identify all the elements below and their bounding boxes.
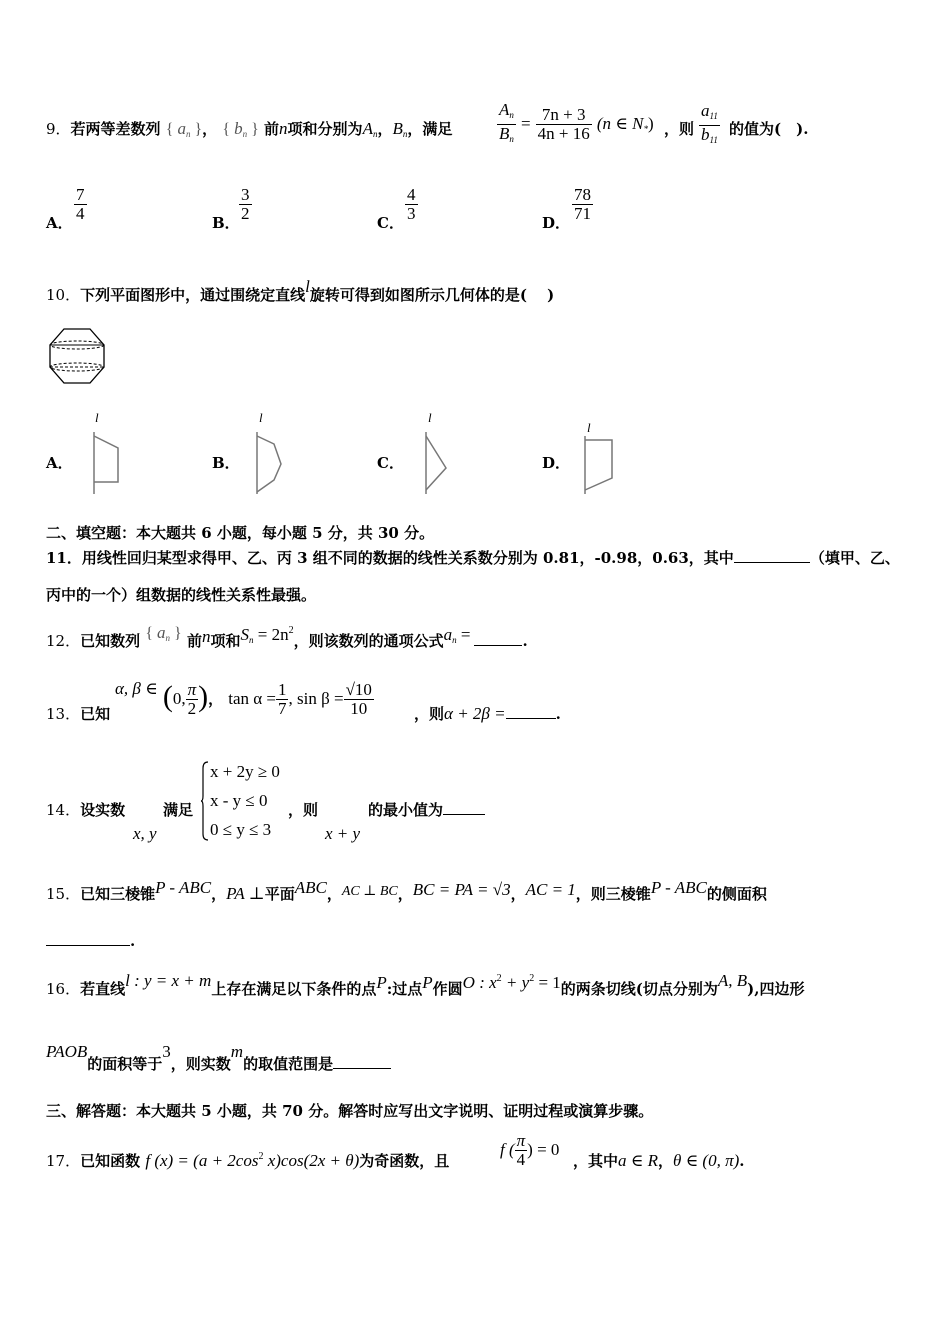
q14-text-4: 的最小值为: [368, 801, 444, 819]
q14-text-2: 满足: [163, 801, 194, 819]
q15-pa-perp: PA ⊥: [226, 884, 265, 903]
section-3-heading: 三、解答题：本大题共 5 小题，共 70 分。解答时应写出文字说明、证明过程或演算步骤。: [46, 1102, 654, 1120]
q9-ratio: [497, 101, 654, 148]
q10-option-d-figure: [578, 422, 618, 496]
q9-condition: (n ∈ N: [596, 114, 644, 133]
q12-an-a: a: [443, 625, 453, 644]
q9-formula-frac: [536, 106, 592, 143]
q12-n: n: [201, 627, 211, 646]
q17-sep: ，: [657, 1152, 673, 1170]
q16-text-2: 上存在满足以下条件的点: [211, 980, 377, 998]
q9-option-a-num: 7: [76, 185, 85, 204]
q9-option-d-num: 78: [574, 185, 591, 204]
q9-option-b-label: B．: [212, 214, 240, 232]
q9-n: n: [279, 119, 288, 138]
question-10: [46, 277, 555, 305]
q11-line-1-end: （填甲、乙、: [809, 549, 900, 567]
q9-tail: [664, 118, 694, 139]
q9-number: 9．: [46, 120, 71, 138]
q16-circle-y: + y: [501, 973, 530, 992]
q9-b11: b: [701, 125, 710, 144]
q17-number: 17．: [46, 1152, 81, 1170]
q17-a-in-r: a ∈ R: [618, 1151, 658, 1170]
q9-condition-sub: *: [643, 124, 648, 134]
q10-option-d-axis: l: [587, 420, 591, 435]
q10-option-a[interactable]: [46, 452, 73, 473]
q15-sep-4: ，: [510, 885, 526, 903]
q12-sq: 2: [288, 625, 294, 636]
q15-plane-abc: ABC: [294, 878, 327, 897]
q15-answer-line: [46, 932, 135, 950]
q9-option-d-frac: [572, 186, 593, 223]
q12-blank[interactable]: [474, 645, 522, 646]
q9-text-3: 项和分别为: [287, 120, 363, 138]
q10-text-2: 旋转可得到如图所示几何体的是( ): [309, 286, 555, 304]
q9-option-b-frac: [239, 186, 252, 223]
q17-tail: [573, 1150, 745, 1171]
q16-circle-x-sq: 2: [496, 973, 502, 984]
q16-text-9: 的取值范围是: [243, 1055, 334, 1073]
q15-sep-1: ，: [211, 885, 227, 903]
q16-tangent-points: A, B: [717, 971, 748, 990]
q12-text-1: 已知数列: [80, 632, 141, 650]
q14-expr: x + y: [325, 824, 361, 843]
q15-text-3: ，则三棱锥: [575, 885, 651, 903]
q10-option-d-label: D．: [542, 454, 571, 472]
q16-text-1: 若直线: [80, 980, 126, 998]
seq-a: a: [177, 119, 186, 138]
seq-b: b: [234, 119, 243, 138]
q9-text-1: 若两等差数列: [70, 120, 161, 138]
q13-blank[interactable]: [506, 718, 556, 719]
q12-end: .: [522, 632, 528, 650]
q9-a11-sub: 11: [709, 111, 718, 121]
q17-theta-range: θ ∈ (0, π): [673, 1151, 740, 1170]
q13-text-1: 已知: [80, 705, 111, 723]
q12-text-4: ，则该数列的通项公式: [293, 632, 444, 650]
q13-pi-half: [186, 681, 199, 718]
q16-blank[interactable]: [333, 1068, 391, 1069]
question-11: [46, 547, 900, 568]
q13-formula: [115, 678, 374, 718]
q17-cos-sq: 2: [258, 1151, 264, 1162]
q10-option-b-axis: l: [259, 410, 263, 425]
q14-text-3: ，则: [288, 801, 319, 819]
q13-interval-open: (: [162, 680, 173, 713]
q9-text-6: 的值为( ).: [729, 120, 809, 138]
q14-constraint-2: x - y ≤ 0: [210, 791, 268, 810]
section-2-heading: 二、填空题：本大题共 6 小题，每小题 5 分，共 30 分。: [46, 524, 435, 542]
q9-text-4: ，满足: [407, 120, 453, 138]
q9-formula-num: 7n + 3: [536, 106, 592, 125]
q10-option-b[interactable]: [212, 452, 240, 473]
q9-A: A: [362, 119, 373, 138]
q13-expr: α + 2β =: [444, 704, 506, 723]
q10-option-d[interactable]: [542, 452, 570, 473]
q16-line-eq: l : y = x + m: [125, 971, 212, 990]
q9-option-b-den: 2: [241, 204, 250, 223]
q9-formula-den: 4n + 16: [537, 124, 590, 143]
q16-quad-paob: PAOB: [46, 1042, 88, 1061]
q17-f-close: ) = 0: [527, 1140, 560, 1159]
q13-zero: 0,: [172, 689, 186, 708]
q12-text-3: 项和: [210, 632, 241, 650]
q13-number: 13．: [46, 705, 81, 723]
q13-one-seventh: [276, 681, 289, 718]
q9-option-d[interactable]: [542, 212, 570, 233]
q10-option-b-label: B．: [212, 454, 240, 472]
q10-option-c-axis: l: [428, 410, 432, 425]
q10-axis-l: l: [305, 277, 310, 296]
q16-text-8: ，则实数: [170, 1055, 231, 1073]
q13-two: 2: [187, 699, 197, 718]
q13-end: .: [555, 705, 561, 723]
q16-point-p-2: P: [422, 973, 433, 992]
solid-figure: [46, 325, 108, 387]
q13-tan: tan α =: [228, 689, 276, 708]
q9-option-a-den: 4: [76, 204, 85, 223]
q16-circle: [463, 973, 561, 992]
q9-ratio-frac: $\frac{A_n}{B_n}$: [499, 100, 514, 144]
q9-ratio-den: B: [499, 124, 510, 143]
q13-sin: , sin β =: [288, 689, 344, 708]
q13-tail: [414, 703, 561, 724]
q12-seq: { $a_n$ }: [145, 623, 182, 643]
q13-sqrt-frac: [344, 681, 374, 718]
q16-area-value: 3: [162, 1042, 171, 1061]
q12-number: 12．: [46, 632, 81, 650]
q13-interval-close: ): [198, 680, 209, 713]
q9-condition-close: ): [647, 114, 654, 133]
q13-seven: 7: [277, 699, 287, 718]
q17-text-3: ，其中: [573, 1152, 619, 1170]
q15-ac-perp-bc: AC ⊥ BC: [341, 884, 398, 899]
q17-pi: π: [516, 1131, 526, 1150]
q15-ac: AC = 1: [525, 880, 576, 899]
q10-option-c[interactable]: [377, 452, 404, 473]
question-15: [46, 878, 767, 904]
q10-option-a-axis: l: [95, 410, 99, 425]
q17-f-open: f (: [500, 1140, 515, 1159]
q10-option-a-label: A．: [46, 454, 73, 472]
q15-number: 15．: [46, 885, 81, 903]
q9-ratio-num: A: [499, 100, 510, 119]
q9-a11: a: [701, 101, 710, 120]
q9-ratio-11: [699, 102, 720, 149]
q10-number: 10．: [46, 286, 81, 304]
q13-sep: ，: [208, 690, 224, 708]
q17-pi-quarter: [515, 1132, 528, 1169]
q9-sep-1: ，: [202, 120, 218, 138]
q9-end: [729, 118, 808, 139]
q15-pyramid-2: P - ABC: [650, 878, 707, 897]
q17-four: 4: [516, 1150, 526, 1169]
q12-seq-a: a: [157, 623, 166, 642]
q17-text-1: 已知函数: [80, 1152, 141, 1170]
q16-point-p: P: [376, 973, 387, 992]
q13-ten: 10: [350, 699, 368, 718]
question-9: 9．若两等差数列 { $a_n$ }， { $b_n$ } 前n项和分别为$A_n$，$B_n$，满足: [46, 119, 453, 139]
q17-function-2: x)cos(2x + θ): [263, 1151, 360, 1170]
q14-blank[interactable]: [443, 814, 485, 815]
q9-option-d-label: D．: [542, 214, 571, 232]
q15-text-4: 的侧面积: [706, 885, 767, 903]
q12-eq-2: =: [456, 625, 471, 644]
q10-option-c-figure: [418, 410, 458, 496]
q14-system-brace: [200, 760, 210, 842]
q13-alpha-beta: α, β ∈: [115, 679, 158, 698]
q17-condition: [500, 1132, 559, 1169]
q17-text-2: 为奇函数，且: [359, 1152, 450, 1170]
q9-option-c-den: 3: [407, 204, 416, 223]
q10-text-1: 下列平面图形中，通过围绕定直线: [80, 286, 306, 304]
q14-xy: x, y: [133, 824, 157, 843]
q9-option-b[interactable]: [212, 212, 240, 233]
q12-sum: $S_n = 2n^2$: [240, 625, 294, 645]
q9-option-b-num: 3: [241, 185, 250, 204]
q16-circle-y-sq: 2: [529, 973, 535, 984]
question-17: [46, 1150, 449, 1171]
q12-S: S: [240, 625, 249, 644]
q17-end: .: [739, 1152, 745, 1170]
q15-sep-2: ，: [326, 885, 342, 903]
q10-option-b-figure: [250, 410, 290, 496]
q14-tail: [368, 799, 485, 820]
q15-bc-pa: BC = PA = √3: [412, 880, 511, 899]
q9-ratio-11-frac: [699, 102, 720, 149]
q16-text-3: :过点: [386, 980, 423, 998]
q9-B: B: [392, 119, 403, 138]
q16-number: 16．: [46, 980, 81, 998]
q9-option-c[interactable]: [377, 212, 404, 233]
question-14: [46, 799, 125, 820]
q15-blank[interactable]: [46, 945, 130, 946]
q9-option-a-frac: [74, 186, 87, 223]
q15-text-2: 平面: [264, 885, 295, 903]
q14-constraint-3: 0 ≤ y ≤ 3: [210, 820, 272, 839]
q16-circle-r: = 1: [534, 973, 561, 992]
q12-eq: = 2n: [253, 625, 289, 644]
q16-text-7: 的面积等于: [87, 1055, 163, 1073]
q16-line-2: [46, 1042, 391, 1074]
q13-sqrt10: √10: [345, 680, 372, 699]
q9-text-2: 前: [264, 120, 280, 138]
q17-function-1: f (x) = (a + 2cos: [145, 1151, 259, 1170]
q15-end: .: [130, 932, 136, 950]
q14-number: 14．: [46, 801, 81, 819]
q9-option-a-label: A．: [46, 214, 73, 232]
q9-option-c-num: 4: [407, 185, 416, 204]
question-12: [46, 623, 528, 651]
q9-eq: =: [520, 114, 531, 133]
q16-m: m: [230, 1042, 244, 1061]
q9-sep-A: ，: [377, 120, 393, 138]
q9-b11-sub: 11: [709, 135, 718, 145]
q16-text-6: ),四边形: [747, 980, 805, 998]
seq-a-brace: { $a_n$ }: [165, 119, 203, 139]
q16-text-4: 作圆: [432, 980, 463, 998]
q17-function: [145, 1151, 359, 1170]
q14-text-1: 设实数: [80, 801, 126, 819]
q9-text-5: ，则: [664, 120, 695, 138]
q12-text-2: 前: [186, 632, 202, 650]
q16-circle-x: O : x: [462, 973, 497, 992]
q11-line-1: 11．用线性回归某型求得甲、乙、丙 3 组不同的数据的线性关系数分别为 0.81，-0.98，0.63，其中: [46, 549, 734, 567]
q15-text-1: 已知三棱锥: [80, 885, 156, 903]
q16-text-5: 的两条切线(切点分别为: [560, 980, 718, 998]
q14-constraint-1: x + 2y ≥ 0: [210, 762, 280, 781]
q15-sep-3: ，: [397, 885, 413, 903]
q15-pyramid-1: P - ABC: [155, 878, 212, 897]
q12-an: $a_n$ =: [443, 625, 471, 645]
q9-option-d-den: 71: [574, 204, 591, 223]
question-13: [46, 703, 110, 724]
q10-option-c-label: C．: [377, 454, 404, 472]
q13-one: 1: [277, 680, 287, 699]
q9-option-c-label: C．: [377, 214, 404, 232]
q11-line-2: 丙中的一个）组数据的线性关系性最强。: [46, 586, 317, 604]
question-16: [46, 971, 805, 999]
q13-text-2: ，则: [414, 705, 445, 723]
seq-b-brace: { $b_n$ }: [222, 119, 259, 139]
q9-option-a[interactable]: [46, 212, 73, 233]
q13-pi: π: [187, 680, 197, 699]
q10-option-a-figure: [86, 410, 126, 496]
q11-blank[interactable]: [734, 562, 810, 563]
q9-option-c-frac: [405, 186, 418, 223]
